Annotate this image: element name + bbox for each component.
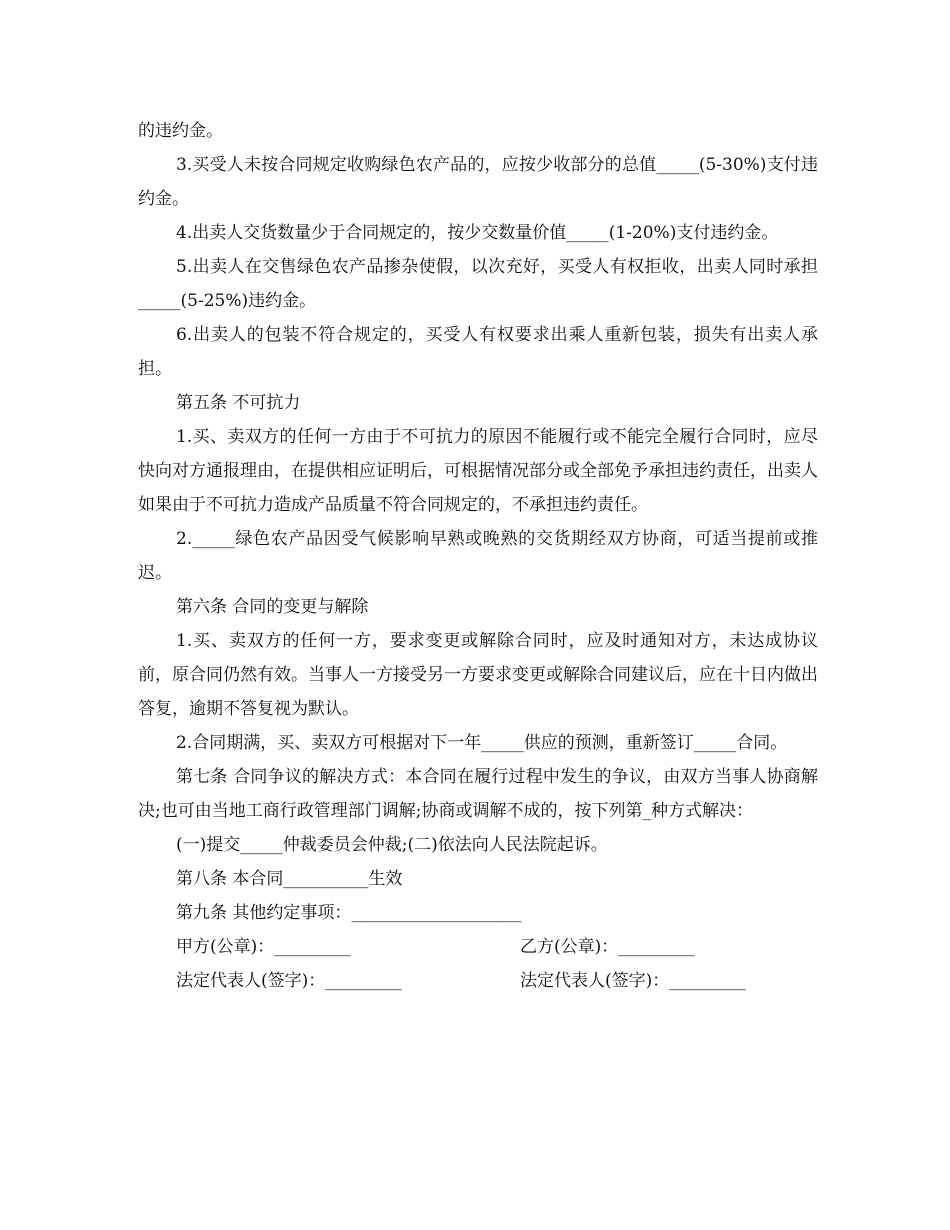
- paragraph: 的违约金。: [138, 121, 223, 141]
- contract-body: [138, 114, 818, 998]
- paragraph: 1.买、卖双方的任何一方，要求变更或解除合同时，应及时通知对方，未达成协议前，原合同仍然有效。当事人一方接受另一方要求变更或解除合同建议后，应在十日内做出答复，逾期不答复视为默认。: [138, 631, 818, 719]
- paragraph: 2.合同期满，买、卖双方可根据对下一年_____供应的预测，重新签订_____合同。: [176, 733, 788, 753]
- paragraph: 1.买、卖双方的任何一方由于不可抗力的原因不能履行或不能完全履行合同时，应尽快向对方通报理由，在提供相应证明后，可根据情况部分或全部免予承担违约责任，出卖人如果由于不可抗力造成产品质量不符合同规定的，不承担违约责任。: [138, 427, 818, 515]
- section-heading: 第六条 合同的变更与解除: [176, 597, 369, 617]
- section-heading: 第五条 不可抗力: [176, 393, 301, 413]
- section-heading: 第九条 其他约定事项：____________________: [176, 903, 522, 923]
- section-heading: 第七条 合同争议的解决方式：本合同在履行过程中发生的争议，由双方当事人协商解决;也可由当地工商行政管理部门调解;协商或调解不成的，按下列第_种方式解决：: [138, 767, 818, 821]
- signature-row-representative: [138, 964, 818, 998]
- party-a-seal-field: 甲方(公章)：_________: [176, 937, 351, 957]
- section-heading: 第八条 本合同__________生效: [176, 869, 403, 889]
- party-b-seal-field: 乙方(公章)：_________: [520, 937, 695, 957]
- paragraph: (一)提交_____仲裁委员会仲裁;(二)依法向人民法院起诉。: [176, 835, 608, 855]
- paragraph: 6.出卖人的包装不符合规定的，买受人有权要求出乘人重新包装，损失有出卖人承担。: [138, 325, 818, 379]
- party-b-representative-field: 法定代表人(签字)：_________: [520, 971, 746, 991]
- party-a-representative-field: 法定代表人(签字)：_________: [176, 971, 402, 991]
- paragraph: 4.出卖人交货数量少于合同规定的，按少交数量价值_____(1-20%)支付违约金。: [176, 223, 779, 243]
- paragraph: 5.出卖人在交售绿色农产品掺杂使假，以次充好，买受人有权拒收，出卖人同时承担_____(5-25%)违约金。: [138, 257, 818, 311]
- signature-row-seal: [138, 930, 818, 964]
- paragraph: 2._____绿色农产品因受气候影响早熟或晚熟的交货期经双方协商，可适当提前或推迟。: [138, 529, 818, 583]
- paragraph: 3.买受人未按合同规定收购绿色农产品的，应按少收部分的总值_____(5-30%)支付违约金。: [138, 155, 818, 209]
